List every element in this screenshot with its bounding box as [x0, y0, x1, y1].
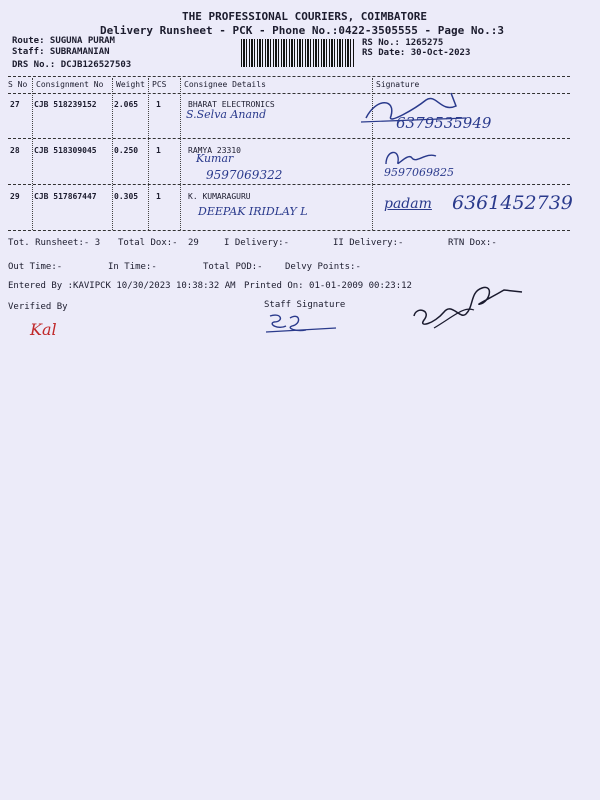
table-header-rule [8, 93, 570, 94]
col-pcs: PCS [152, 80, 167, 89]
col-signature: Signature [376, 80, 420, 89]
row-consignment: CJB 517867447 [34, 192, 97, 201]
route-label: Route: SUGUNA PURAM [12, 36, 115, 46]
rs-date: RS Date: 30-Oct-2023 [362, 48, 471, 58]
row-consignee: K. KUMARAGURU [188, 192, 251, 201]
staff-signature-label: Staff Signature [264, 300, 346, 310]
i-delivery: I Delivery:- [224, 238, 290, 248]
handwritten-name: Kumar [196, 152, 234, 165]
col-divider [148, 78, 149, 230]
row-pcs: 1 [156, 192, 161, 201]
row-pcs: 1 [156, 100, 161, 109]
runsheet-subtitle: Delivery Runsheet - PCK - Phone No.:0422-3505555 - Page No.:3 [100, 24, 504, 37]
company-name: THE PROFESSIONAL COURIERS, COIMBATORE [182, 10, 428, 23]
total-dox-label: Total Dox:- [118, 238, 178, 248]
staff-label: Staff: SUBRAMANIAN [12, 47, 110, 57]
col-consignee: Consignee Details [184, 80, 266, 89]
ii-delivery: II Delivery:- [333, 238, 404, 248]
row-weight: 0.250 [114, 146, 139, 155]
table-bottom-rule [8, 230, 570, 231]
entered-by: Entered By :KAVIPCK 10/30/2023 10:38:32 AM [8, 281, 236, 291]
row-consignee: BHARAT ELECTRONICS [188, 100, 275, 109]
row-pcs: 1 [156, 146, 161, 155]
staff-signature-scribble [266, 310, 346, 334]
col-divider [32, 78, 33, 230]
row-rule [8, 184, 570, 185]
signature-scribble [382, 144, 442, 168]
row-sno: 27 [10, 100, 20, 109]
col-consignment: Consignment No [36, 80, 104, 89]
row-consignment: CJB 518309045 [34, 146, 97, 155]
rs-number: RS No.: 1265275 [362, 38, 444, 48]
row-weight: 0.305 [114, 192, 139, 201]
handwritten-phone: 9597069322 [206, 168, 283, 182]
signature-name: padam [384, 196, 432, 212]
delvy-points: Delvy Points:- [285, 262, 361, 272]
col-divider [112, 78, 113, 230]
in-time: In Time:- [108, 262, 157, 272]
col-weight: Weight [116, 80, 145, 89]
printed-on: Printed On: 01-01-2009 00:23:12 [244, 281, 412, 291]
out-time: Out Time:- [8, 262, 63, 272]
signature-phone: 6361452739 [452, 192, 573, 214]
row-sno: 29 [10, 192, 20, 201]
row-consignment: CJB 518239152 [34, 100, 97, 109]
barcode [241, 39, 355, 67]
row-rule [8, 138, 570, 139]
authorized-signature-scribble [404, 276, 534, 336]
total-runsheet: Tot. Runsheet:- 3 [8, 238, 101, 248]
drs-number: DRS No.: DCJB126527503 [12, 60, 132, 70]
handwritten-name: DEEPAK IRIDLAY L [198, 205, 308, 218]
rtn-dox: RTN Dox:- [448, 238, 497, 248]
col-sno: S No [8, 80, 28, 89]
verified-by: Verified By [8, 302, 68, 312]
row-consignee: RAMYA 23310 [188, 146, 241, 155]
row-weight: 2.065 [114, 100, 139, 109]
table-top-rule [8, 76, 570, 77]
signature-phone: 9597069825 [384, 166, 454, 179]
total-pod: Total POD:- [203, 262, 263, 272]
verified-initials: Kal [30, 320, 57, 339]
handwritten-phone: 6379535949 [396, 114, 492, 132]
col-divider [180, 78, 181, 230]
total-dox-value: 29 [188, 238, 199, 248]
handwritten-name: S.Selva Anand [186, 108, 267, 121]
row-sno: 28 [10, 146, 20, 155]
